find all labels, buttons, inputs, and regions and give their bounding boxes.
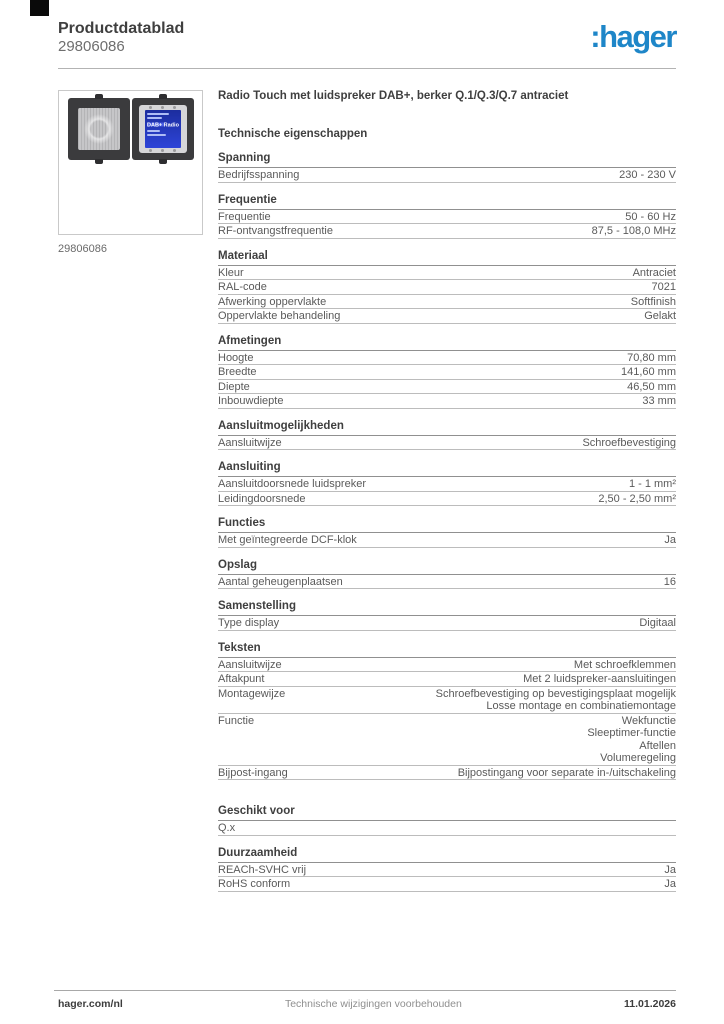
spec-section-heading: Materiaal bbox=[218, 250, 676, 266]
spec-value: 50 - 60 Hz bbox=[625, 210, 676, 223]
spec-value: Gelakt bbox=[644, 310, 676, 322]
spec-value: Antraciet bbox=[632, 266, 676, 279]
spec-row bbox=[218, 863, 676, 878]
spec-row bbox=[218, 658, 676, 673]
spec-section bbox=[218, 805, 676, 836]
spec-value: 2,50 - 2,50 mm² bbox=[598, 492, 676, 505]
radio-display-plate bbox=[139, 105, 187, 153]
spec-row bbox=[218, 436, 676, 451]
spec-section-heading: Frequentie bbox=[218, 194, 676, 210]
screen-text-line bbox=[147, 134, 167, 136]
spec-label: Oppervlakte behandeling bbox=[218, 310, 341, 322]
product-image-caption: 29806086 bbox=[58, 243, 107, 255]
touch-buttons-top bbox=[149, 106, 176, 109]
touch-buttons-bottom bbox=[149, 149, 176, 152]
spec-label: Aansluitdoorsnede luidspreker bbox=[218, 478, 366, 490]
screen-text-line bbox=[147, 117, 162, 119]
spec-label: Aantal geheugenplaatsen bbox=[218, 575, 343, 588]
hager-logo: :hager bbox=[590, 19, 676, 54]
spec-section-heading: Geschikt voor bbox=[218, 805, 676, 821]
screen-text-line bbox=[147, 130, 160, 132]
spec-value: 33 mm bbox=[642, 395, 676, 407]
spec-row bbox=[218, 309, 676, 324]
spec-row bbox=[218, 266, 676, 281]
spec-value: Schroefbevestiging op bevestigingsplaat mogelijk Losse montage en combinatiemontage bbox=[435, 687, 676, 712]
spec-section bbox=[218, 600, 676, 631]
spec-value: 230 - 230 V bbox=[619, 169, 676, 181]
spec-row bbox=[218, 210, 676, 225]
speaker-module bbox=[68, 98, 130, 160]
spec-label: Hoogte bbox=[218, 351, 254, 364]
speaker-grille bbox=[78, 108, 120, 150]
spec-label: Bijpost-ingang bbox=[218, 766, 288, 779]
spec-value: 1 - 1 mm² bbox=[628, 478, 676, 490]
spec-section-heading: Spanning bbox=[218, 152, 676, 168]
spec-section-heading: Afmetingen bbox=[218, 335, 676, 351]
spec-value: Met 2 luidspreker-aansluitingen bbox=[523, 673, 676, 685]
spec-section bbox=[218, 152, 676, 183]
spec-value: 70,80 mm bbox=[627, 351, 676, 364]
product-image bbox=[58, 90, 203, 235]
spec-row bbox=[218, 351, 676, 366]
spec-row bbox=[218, 821, 676, 836]
spec-section bbox=[218, 250, 676, 324]
spec-row bbox=[218, 877, 676, 892]
header-product-number: 29806086 bbox=[58, 38, 125, 55]
spec-label: RAL-code bbox=[218, 281, 267, 293]
spec-section-heading: Samenstelling bbox=[218, 600, 676, 616]
radio-display-module bbox=[132, 98, 194, 160]
spec-label: Aansluitwijze bbox=[218, 436, 282, 449]
spec-section-heading: Opslag bbox=[218, 559, 676, 575]
spec-label: Diepte bbox=[218, 380, 250, 393]
spec-label: Inbouwdiepte bbox=[218, 395, 284, 407]
radio-screen bbox=[145, 110, 181, 148]
page-title: Productdatablad bbox=[58, 20, 185, 37]
footer-divider bbox=[54, 990, 676, 991]
spec-value: Met schroefklemmen bbox=[573, 658, 676, 671]
spec-row bbox=[218, 492, 676, 507]
device-modules bbox=[59, 98, 202, 160]
spec-label: RF-ontvangstfrequentie bbox=[218, 225, 333, 237]
spec-label: Aftakpunt bbox=[218, 673, 265, 685]
spec-section bbox=[218, 420, 676, 451]
spec-row bbox=[218, 672, 676, 687]
spec-label: Functie bbox=[218, 714, 255, 727]
spec-label: Met geïntegreerde DCF-klok bbox=[218, 534, 357, 546]
spec-value: 87,5 - 108,0 MHz bbox=[591, 225, 676, 237]
spec-value: 46,50 mm bbox=[627, 380, 676, 393]
spec-section-heading: Functies bbox=[218, 517, 676, 533]
spec-row bbox=[218, 766, 676, 781]
spec-value: 16 bbox=[663, 575, 676, 588]
spec-row bbox=[218, 224, 676, 239]
footer bbox=[58, 998, 676, 1010]
spec-row bbox=[218, 533, 676, 548]
spec-row bbox=[218, 477, 676, 492]
product-title: Radio Touch met luidspreker DAB+, berker Q.1/Q.3/Q.7 antraciet bbox=[218, 90, 569, 102]
spec-row bbox=[218, 295, 676, 310]
spec-section-heading: Aansluitmogelijkheden bbox=[218, 420, 676, 436]
spec-label: Bedrijfsspanning bbox=[218, 169, 300, 181]
screen-title: DAB+ Radio bbox=[146, 122, 179, 129]
spec-value: Softfinish bbox=[630, 295, 676, 308]
spec-value: Bijpostingang voor separate in-/uitschakeling bbox=[457, 766, 676, 779]
spec-sections bbox=[218, 152, 676, 892]
spec-content bbox=[218, 90, 676, 892]
footer-website-link[interactable]: hager.com/nl bbox=[58, 998, 123, 1010]
spec-section-heading: Teksten bbox=[218, 642, 676, 658]
footer-date: 11.01.2026 bbox=[624, 998, 676, 1010]
spec-row bbox=[218, 687, 676, 714]
spec-label: REACh-SVHC vrij bbox=[218, 863, 307, 876]
footer-notice: Technische wijzigingen voorbehouden bbox=[284, 998, 462, 1010]
spec-section bbox=[218, 461, 676, 506]
print-registration-mark bbox=[30, 0, 49, 16]
spec-value: 141,60 mm bbox=[620, 366, 676, 378]
header-divider bbox=[58, 68, 676, 69]
spec-value: Ja bbox=[664, 863, 676, 876]
spec-label: Montagewijze bbox=[218, 687, 286, 700]
spec-value: 7021 bbox=[651, 281, 676, 293]
spec-section bbox=[218, 335, 676, 409]
spec-section-heading: Duurzaamheid bbox=[218, 847, 676, 863]
spec-section bbox=[218, 847, 676, 892]
spec-label: RoHS conform bbox=[218, 878, 291, 890]
spec-row bbox=[218, 365, 676, 380]
spec-row bbox=[218, 575, 676, 590]
spec-label: Kleur bbox=[218, 266, 244, 279]
spec-section bbox=[218, 194, 676, 239]
spec-value: Wekfunctie Sleeptimer-functie Aftellen Volumeregeling bbox=[587, 714, 676, 764]
spec-label: Aansluitwijze bbox=[218, 658, 282, 671]
spec-section bbox=[218, 517, 676, 548]
spec-value: Digitaal bbox=[639, 617, 676, 629]
spec-label: Type display bbox=[218, 617, 280, 629]
spec-label: Frequentie bbox=[218, 210, 271, 223]
spec-section bbox=[218, 642, 676, 781]
spec-label: Breedte bbox=[218, 366, 257, 378]
spec-row bbox=[218, 714, 676, 766]
spec-label: Leidingdoorsnede bbox=[218, 492, 306, 505]
spec-label: Afwerking oppervlakte bbox=[218, 295, 327, 308]
spec-label: Q.x bbox=[218, 822, 236, 834]
spec-row bbox=[218, 280, 676, 295]
spec-section-heading: Aansluiting bbox=[218, 461, 676, 477]
technical-properties-heading: Technische eigenschappen bbox=[218, 128, 368, 140]
spec-section bbox=[218, 559, 676, 590]
header bbox=[58, 19, 184, 56]
spec-row bbox=[218, 394, 676, 409]
screen-text-line bbox=[147, 113, 169, 115]
spec-value: Ja bbox=[664, 534, 676, 546]
spec-row bbox=[218, 380, 676, 395]
spec-value: Ja bbox=[664, 878, 676, 890]
spec-row bbox=[218, 168, 676, 183]
spec-value: Schroefbevestiging bbox=[582, 436, 676, 449]
spec-row bbox=[218, 616, 676, 631]
